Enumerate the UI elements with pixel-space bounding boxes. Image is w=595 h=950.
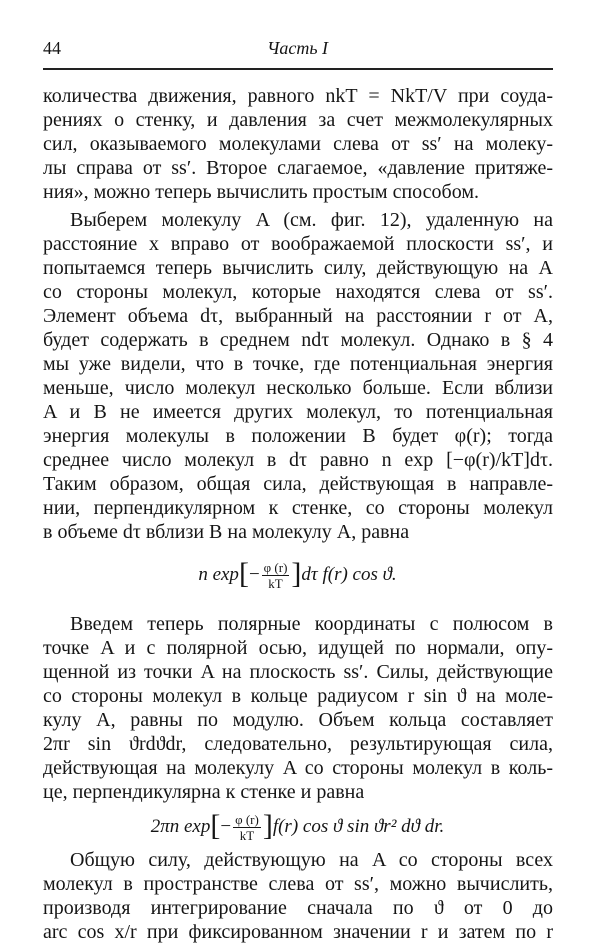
formula-minus: − bbox=[248, 563, 260, 585]
text-line: рениях о стенку, и давления за счет межмолекулярных bbox=[43, 109, 553, 131]
text-line: со стороны молекул в кольце радиусом r sin ϑ на моле- bbox=[43, 685, 553, 707]
fraction-numerator: φ (r) bbox=[235, 812, 259, 827]
text-line: расстояние x вправо от воображаемой плоскости ss′, и bbox=[43, 233, 553, 255]
text-line: в объеме dτ вблизи B на молекулу A, равна bbox=[43, 521, 410, 543]
text-line: попытаемся теперь вычислить силу, действующую на A bbox=[43, 257, 553, 279]
fraction bbox=[233, 812, 261, 843]
text-line: Общую силу, действующую на A со стороны всех bbox=[70, 849, 553, 871]
page-number: 44 bbox=[43, 38, 61, 58]
formula-lead: n exp bbox=[198, 563, 239, 585]
text-line: щенной из точки A на плоскость ss′. Силы, действующие bbox=[43, 661, 553, 683]
bracket-right: ] bbox=[291, 556, 302, 590]
text-line: Таким образом, общая сила, действующая в направле- bbox=[43, 473, 553, 495]
text-line: 2πr sin ϑrdϑdr, следовательно, результирующая сила, bbox=[43, 733, 553, 755]
text-line: Элемент объема dτ, выбранный на расстоянии r от A, bbox=[43, 305, 553, 327]
fraction-denominator: kT bbox=[268, 576, 283, 591]
formula-lead: 2πn exp bbox=[150, 815, 211, 837]
fraction-denominator: kT bbox=[239, 828, 255, 843]
bracket-left: [ bbox=[238, 556, 249, 590]
formula-minus: − bbox=[220, 815, 232, 837]
text-line: действующая на молекулу A со стороны молекул в коль- bbox=[43, 757, 553, 779]
text-line: A и B не имеется других молекул, то потенциальная bbox=[43, 401, 553, 423]
text-line: со стороны молекул, которые находятся слева от ss′. bbox=[43, 281, 553, 303]
text-line: мы уже видели, что в точке, где потенциальная энергия bbox=[43, 353, 553, 375]
text-line: нии, перпендикулярном к стенке, со стороны молекул bbox=[43, 497, 553, 519]
text-line: точке A и с полярной осью, идущей по нормали, опу- bbox=[43, 637, 553, 659]
text-line: молекул в пространстве слева от ss′, можно вычислить, bbox=[43, 873, 553, 895]
text-line: энергия молекулы в положении B будет φ(r); тогда bbox=[43, 425, 553, 447]
bracket-left: [ bbox=[210, 808, 221, 842]
formula-tail: dτ f(r) cos ϑ. bbox=[301, 563, 397, 585]
fraction-numerator: φ (r) bbox=[263, 560, 288, 575]
text-line: будет содержать в среднем ndτ молекул. Однако в § 4 bbox=[43, 329, 553, 351]
text-line: це, перпендикулярна к стенке и равна bbox=[43, 781, 365, 803]
formula-ring-force bbox=[0, 808, 595, 843]
text-line: arc cos x/r при фиксированном значении r и затем по r bbox=[43, 921, 553, 943]
text-line: сил, оказываемого молекулами слева от ss′ на молеку- bbox=[43, 133, 553, 155]
text-line: Введем теперь полярные координаты с полюсом в bbox=[70, 613, 553, 635]
text-line: производя интегрирование сначала по ϑ от 0 до bbox=[43, 897, 553, 919]
text-line: лы справа от ss′. Второе слагаемое, «давление притяже- bbox=[43, 157, 553, 179]
text-line: Выберем молекулу A (см. фиг. 12), удаленную на bbox=[70, 209, 553, 231]
text-line: среднее число молекул в dτ равно n exp [−φ(r)/kT]dτ. bbox=[43, 449, 553, 471]
text-line: ния», можно теперь вычислить простым способом. bbox=[43, 181, 479, 203]
text-line: количества движения, равного nkT = NkT/V при соуда- bbox=[43, 85, 553, 107]
formula-force-element bbox=[0, 556, 595, 591]
running-head: Часть I bbox=[266, 38, 329, 58]
text-line: меньше, число молекул несколько больше. Если вблизи bbox=[43, 377, 553, 399]
text-line: кулу A, равны по модулю. Объем кольца составляет bbox=[43, 709, 553, 731]
header-rule bbox=[43, 68, 553, 70]
formula-tail: f(r) cos ϑ sin ϑr² dϑ dr. bbox=[272, 815, 445, 837]
bracket-right: ] bbox=[262, 808, 273, 842]
fraction bbox=[262, 560, 290, 591]
